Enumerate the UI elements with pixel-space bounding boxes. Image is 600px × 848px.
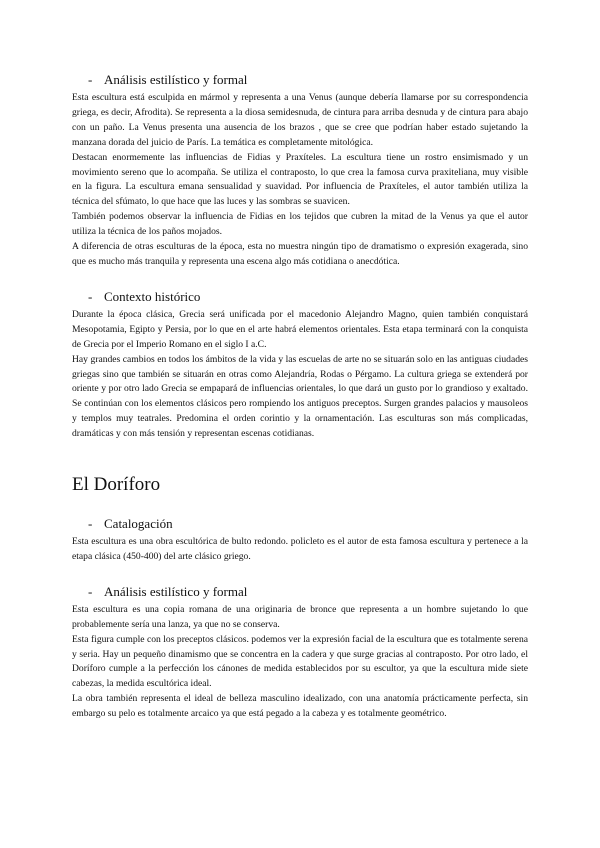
- paragraph: Destacan enormemente las influencias de Fidias y Praxíteles. La escultura tiene un rostro ensimismado y un movimiento sereno que lo acompaña. Se utiliza el contraposto, lo que crea la famosa curva praxiteliana, muy visible en la figura. La escultura emana sensualidad y suavidad. Por influencia de Praxíteles, el autor también utiliza la técnica del sfúmato, lo que hace que las luces y las sombras se suavicen.: [72, 151, 528, 208]
- section-heading: [72, 584, 528, 600]
- section-analisis-estilistico-1: [72, 72, 528, 270]
- paragraph: Esta escultura está esculpida en mármol y representa a una Venus (aunque debería llamarse por su correspondencia griega, es decir, Afrodita). Se representa a la diosa semidesnuda, de cintura para arriba desnuda y de cintura para abajo con un paño. La Venus presenta una ausencia de los brazos , que se cree que podrían haber estado sujetando la manzana dorada del juicio de París. La temática es completamente mitológica.: [72, 92, 528, 148]
- section-heading: [72, 289, 528, 305]
- paragraph: También podemos observar la influencia de Fidias en los tejidos que cubren la mitad de la Venus ya que el autor utiliza la técnica de los paños mojados.: [72, 211, 528, 238]
- section-catalogacion: [72, 516, 528, 565]
- section-heading: [72, 72, 528, 88]
- paragraph: Durante la época clásica, Grecia será unificada por el macedonio Alejandro Magno, quien también conquistará Mesopotamia, Egipto y Persia, por lo que en el arte habrá elementos orientales. Esta etapa terminará con la conquista de Grecia por el Imperio Romano en el siglo I a.C.: [72, 308, 528, 350]
- heading-text: Análisis estilístico y formal: [104, 72, 248, 87]
- bullet-dash: -: [88, 72, 93, 87]
- paragraph: Esta escultura es una copia romana de una originaria de bronce que representa a un hombre sujetando lo que probablemente sería una lanza, ya que no se conserva.: [72, 603, 528, 630]
- paragraph: La obra también representa el ideal de belleza masculino idealizado, con una anatomía prácticamente perfecta, sin embargo su pelo es totalmente arcaico ya que está pegado a la cabeza y es totalmente geométrico.: [72, 693, 528, 720]
- document-page: [72, 72, 528, 722]
- paragraph: A diferencia de otras esculturas de la época, esta no muestra ningún tipo de dramatismo o expresión exagerada, sino que es mucho más tranquila y representa una escena algo más cotidiana o anecdótica.: [72, 241, 528, 267]
- bullet-dash: -: [88, 516, 93, 532]
- section-heading: [72, 516, 528, 532]
- heading-text: Contexto histórico: [104, 288, 201, 304]
- bullet-dash: -: [88, 288, 93, 304]
- heading-text: Análisis estilístico y formal: [104, 583, 248, 599]
- page-title: El Doríforo: [72, 474, 161, 496]
- paragraph: Hay grandes cambios en todos los ámbitos de la vida y las escuelas de arte no se situarán solo en las antiguas ciudades griegas sino que también se situarán en otras como Alejandría, Rodas o Pérgamo. La cultura griega se extenderá por oriente y por otro lado Grecia se empapará de influencias orientales, lo que dará un gusto por lo grandioso y exaltado. Se continúan con los elementos clásicos pero rompiendo los antiguos preceptos. Surgen grandes palacios y mausoleos y templos muy teatrales. Predomina el orden corintio y la ornamentación. Las esculturas son más complicadas, dramáticas y con más tensión y representan escenas cotidianas.: [72, 353, 528, 440]
- paragraph: Esta figura cumple con los preceptos clásicos. podemos ver la expresión facial de la escultura que es totalmente serena y seria. Hay un pequeño dinamismo que se concentra en la cadera y que surge gracias al contraposto. Por otro lado, el Doríforo cumple a la perfección los cánones de medida establecidos por su escultor, ya que la escultura mide siete cabezas, la medida escultórica ideal.: [72, 633, 528, 690]
- section-analisis-estilistico-2: [72, 584, 528, 722]
- section-contexto-historico: [72, 289, 528, 442]
- paragraph: Esta escultura es una obra escultórica de bulto redondo. policleto es el autor de esta famosa escultura y pertenece a la etapa clásica (450-400) del arte clásico griego.: [72, 536, 528, 562]
- heading-text: Catalogación: [104, 516, 173, 532]
- bullet-dash: -: [88, 583, 93, 599]
